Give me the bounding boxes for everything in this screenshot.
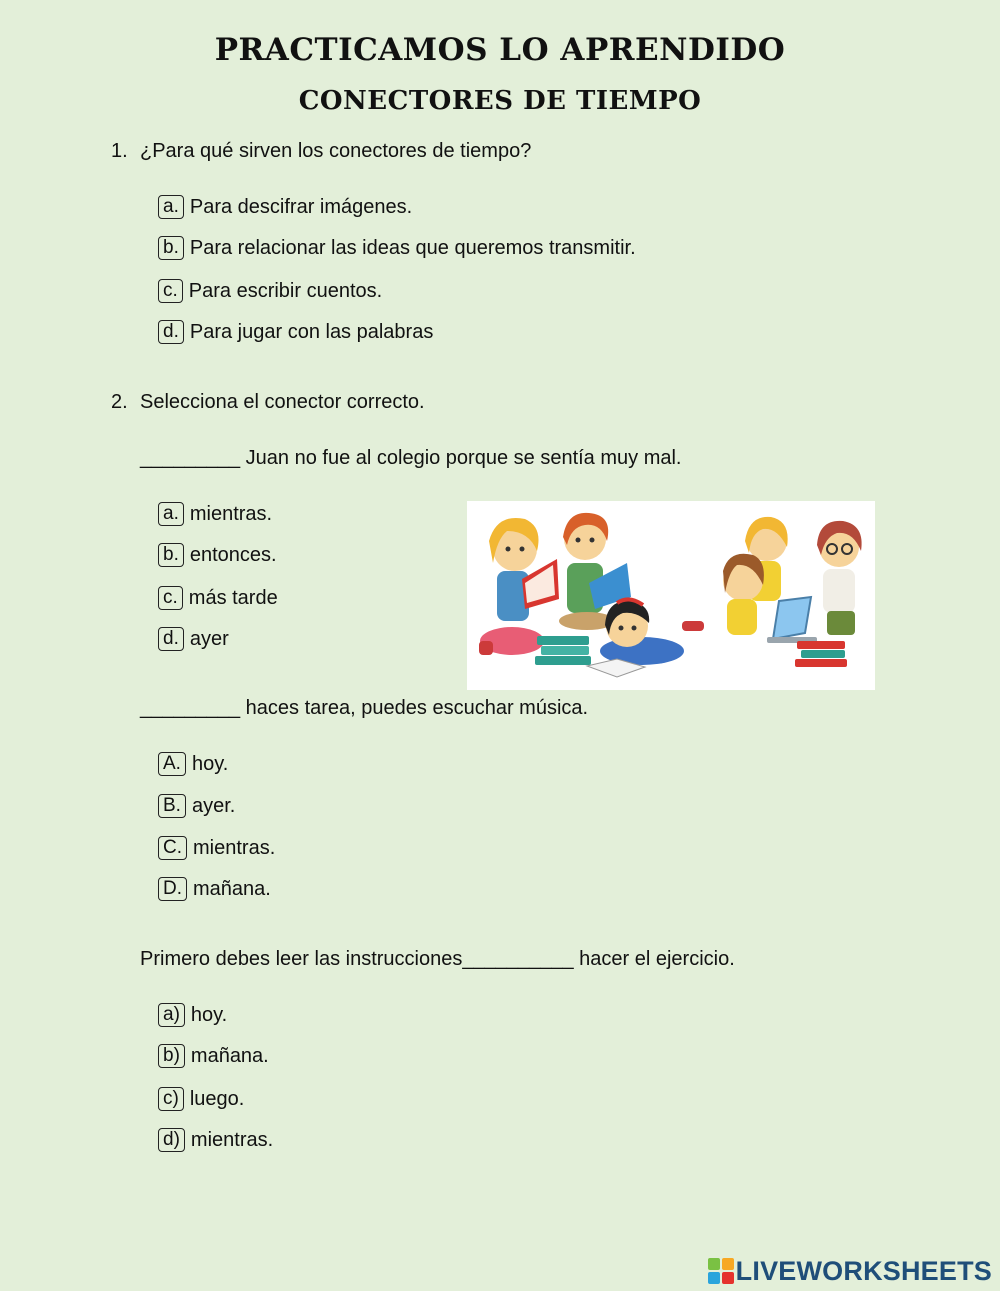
children-reading-illustration [467, 501, 875, 690]
option-a-box[interactable]: a. [158, 195, 184, 219]
option-label: entonces. [189, 544, 277, 566]
liveworksheets-logo-icon [708, 1258, 734, 1284]
option-b-box[interactable]: b. [158, 543, 184, 567]
option-a-box[interactable]: a. [158, 502, 184, 526]
option-row [158, 1087, 244, 1111]
option-d-box[interactable]: D. [158, 877, 187, 901]
option-b-box[interactable]: B. [158, 794, 186, 818]
option-row [158, 1128, 273, 1152]
option-label: mientras. [189, 503, 273, 525]
option-label: mañana. [193, 878, 271, 900]
option-row [158, 752, 228, 776]
option-a-box[interactable]: a) [158, 1003, 185, 1027]
option-b-box[interactable]: b. [158, 236, 184, 260]
option-label: más tarde [188, 587, 278, 609]
option-row [158, 320, 433, 344]
option-label: ayer [189, 628, 229, 650]
option-c-box[interactable]: c) [158, 1087, 184, 1111]
option-label: Para relacionar las ideas que queremos transmitir. [189, 237, 636, 259]
liveworksheets-logo [708, 1256, 992, 1286]
option-label: Para escribir cuentos. [188, 280, 383, 302]
option-label: hoy. [190, 1004, 228, 1026]
logo-text: LIVEWORKSHEETS [735, 1255, 992, 1286]
question-text: ¿Para qué sirven los conectores de tiempo? [140, 140, 532, 162]
option-row [158, 877, 271, 901]
option-label: Para jugar con las palabras [189, 321, 434, 343]
sentence-blank-2: _________ haces tarea, puedes escuchar música. [140, 697, 589, 719]
question-number: 1. [111, 140, 128, 162]
page-subtitle: CONECTORES DE TIEMPO [298, 86, 702, 116]
question-number: 2. [111, 391, 128, 413]
option-row [158, 279, 382, 303]
option-c-box[interactable]: c. [158, 279, 183, 303]
option-c-box[interactable]: c. [158, 586, 183, 610]
option-c-box[interactable]: C. [158, 836, 187, 860]
option-row [158, 1044, 269, 1068]
option-row [158, 836, 275, 860]
option-row [158, 1003, 227, 1027]
option-label: mañana. [190, 1045, 269, 1067]
option-row [158, 195, 412, 219]
question-1 [111, 140, 531, 163]
page-title: PRACTICAMOS LO APRENDIDO [214, 32, 786, 68]
option-label: luego. [189, 1088, 245, 1110]
option-label: Para descifrar imágenes. [189, 196, 413, 218]
sentence-blank-1: _________ Juan no fue al colegio porque se sentía muy mal. [140, 447, 682, 469]
option-d-box[interactable]: d. [158, 627, 184, 651]
option-row [158, 502, 272, 526]
option-label: mientras. [193, 837, 276, 859]
option-label: mientras. [190, 1129, 274, 1151]
option-label: ayer. [191, 795, 236, 817]
option-row [158, 586, 278, 610]
option-label: hoy. [191, 753, 229, 775]
question-text: Selecciona el conector correcto. [140, 391, 425, 413]
option-a-box[interactable]: A. [158, 752, 186, 776]
sentence-blank-3: Primero debes leer las instrucciones__________ hacer el ejercicio. [140, 948, 735, 970]
option-row [158, 236, 636, 260]
question-2 [111, 391, 425, 414]
option-d-box[interactable]: d) [158, 1128, 185, 1152]
children-reading-icon [467, 501, 875, 690]
option-d-box[interactable]: d. [158, 320, 184, 344]
option-b-box[interactable]: b) [158, 1044, 185, 1068]
option-row [158, 627, 229, 651]
option-row [158, 543, 277, 567]
option-row [158, 794, 235, 818]
